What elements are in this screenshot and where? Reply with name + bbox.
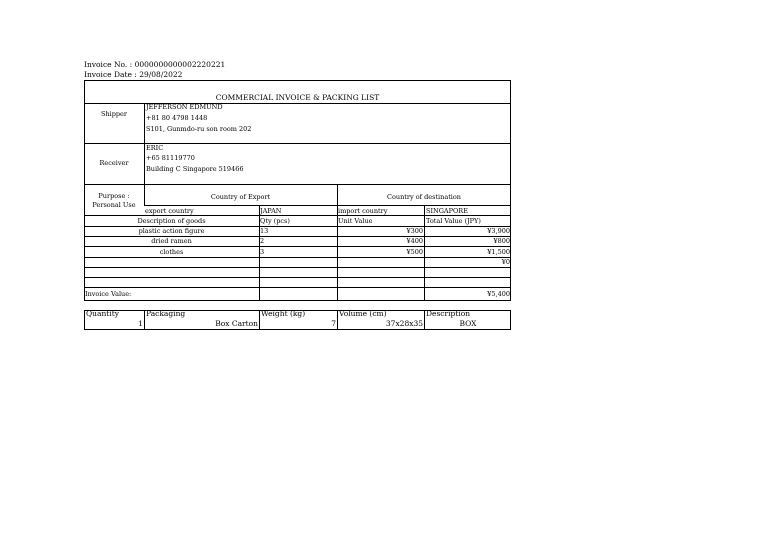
purpose-value: Personal Use [92, 201, 136, 209]
divider [144, 310, 145, 330]
divider [84, 215, 511, 216]
divider [337, 310, 338, 330]
packing-quantity: 1 [138, 319, 143, 328]
country-of-export-label: Country of Export [210, 193, 271, 201]
divider [84, 267, 511, 268]
item-qty: 3 [260, 248, 265, 256]
packing-packaging: Box Carton [215, 319, 258, 328]
packing-description: BOX [459, 319, 477, 328]
divider [259, 310, 260, 330]
receiver-name: ERIC [146, 144, 164, 152]
packing-header-description: Description [426, 309, 471, 318]
packing-header-quantity: Quantity [86, 309, 119, 318]
purpose-label: Purpose : [98, 192, 130, 200]
packing-volume: 37x28x35 [385, 319, 423, 328]
invoice-value-label: Invoice Value: [85, 290, 132, 298]
invoice-date: Invoice Date : 29/08/2022 [84, 70, 183, 79]
divider [84, 277, 511, 278]
shipper-label: Shipper [101, 110, 127, 118]
item-unit-value: ¥300 [406, 227, 423, 235]
column-total-value: Total Value (JPY) [426, 217, 481, 225]
export-country-value: JAPAN [260, 207, 282, 215]
receiver-address: Building C Singapore 519466 [146, 165, 244, 173]
invoice-number: Invoice No. : 0000000000002220221 [84, 60, 226, 69]
item-description: plastic action figure [138, 227, 205, 235]
item-qty: 13 [260, 227, 269, 235]
document-title: COMMERCIAL INVOICE & PACKING LIST [215, 93, 380, 102]
item-description: dried ramen [151, 237, 192, 245]
packing-header-weight: Weight (kg) [261, 309, 306, 318]
item-unit-value: ¥400 [406, 237, 423, 245]
divider [424, 205, 425, 301]
packing-header-packaging: Packaging [146, 309, 186, 318]
item-description: clothes [159, 248, 184, 256]
shipper-phone: +81 80 4798 1448 [146, 114, 208, 122]
import-country-value: SINGAPORE [426, 207, 468, 215]
receiver-phone: +65 81119770 [146, 154, 195, 162]
item-unit-value: ¥500 [406, 248, 423, 256]
divider [144, 205, 511, 206]
divider [84, 246, 511, 247]
item-total-value: ¥800 [493, 237, 510, 245]
invoice-value: ¥5,400 [487, 290, 510, 298]
column-unit-value: Unit Value [338, 217, 373, 225]
column-qty: Qty (pcs) [260, 217, 290, 225]
item-qty: 2 [260, 237, 265, 245]
packing-weight: 7 [331, 319, 336, 328]
shipper-address: S101, Gunmdo-ru son room 202 [146, 125, 252, 133]
divider [84, 184, 511, 185]
shipper-name: JEFFERSON EDMUND [146, 103, 223, 111]
item-total-value: ¥3,900 [487, 227, 510, 235]
country-of-destination-label: Country of destination [387, 193, 461, 201]
divider [84, 287, 511, 288]
import-country-label: import country [338, 207, 388, 215]
packing-header-volume: Volume (cm) [339, 309, 387, 318]
item-total-value: ¥1,500 [487, 248, 510, 256]
receiver-label: Receiver [99, 159, 129, 167]
extra-row-total: ¥0 [501, 258, 510, 266]
column-description: Description of goods [137, 217, 206, 225]
export-country-label: export country [145, 207, 194, 215]
divider [144, 103, 145, 143]
divider [144, 143, 145, 184]
